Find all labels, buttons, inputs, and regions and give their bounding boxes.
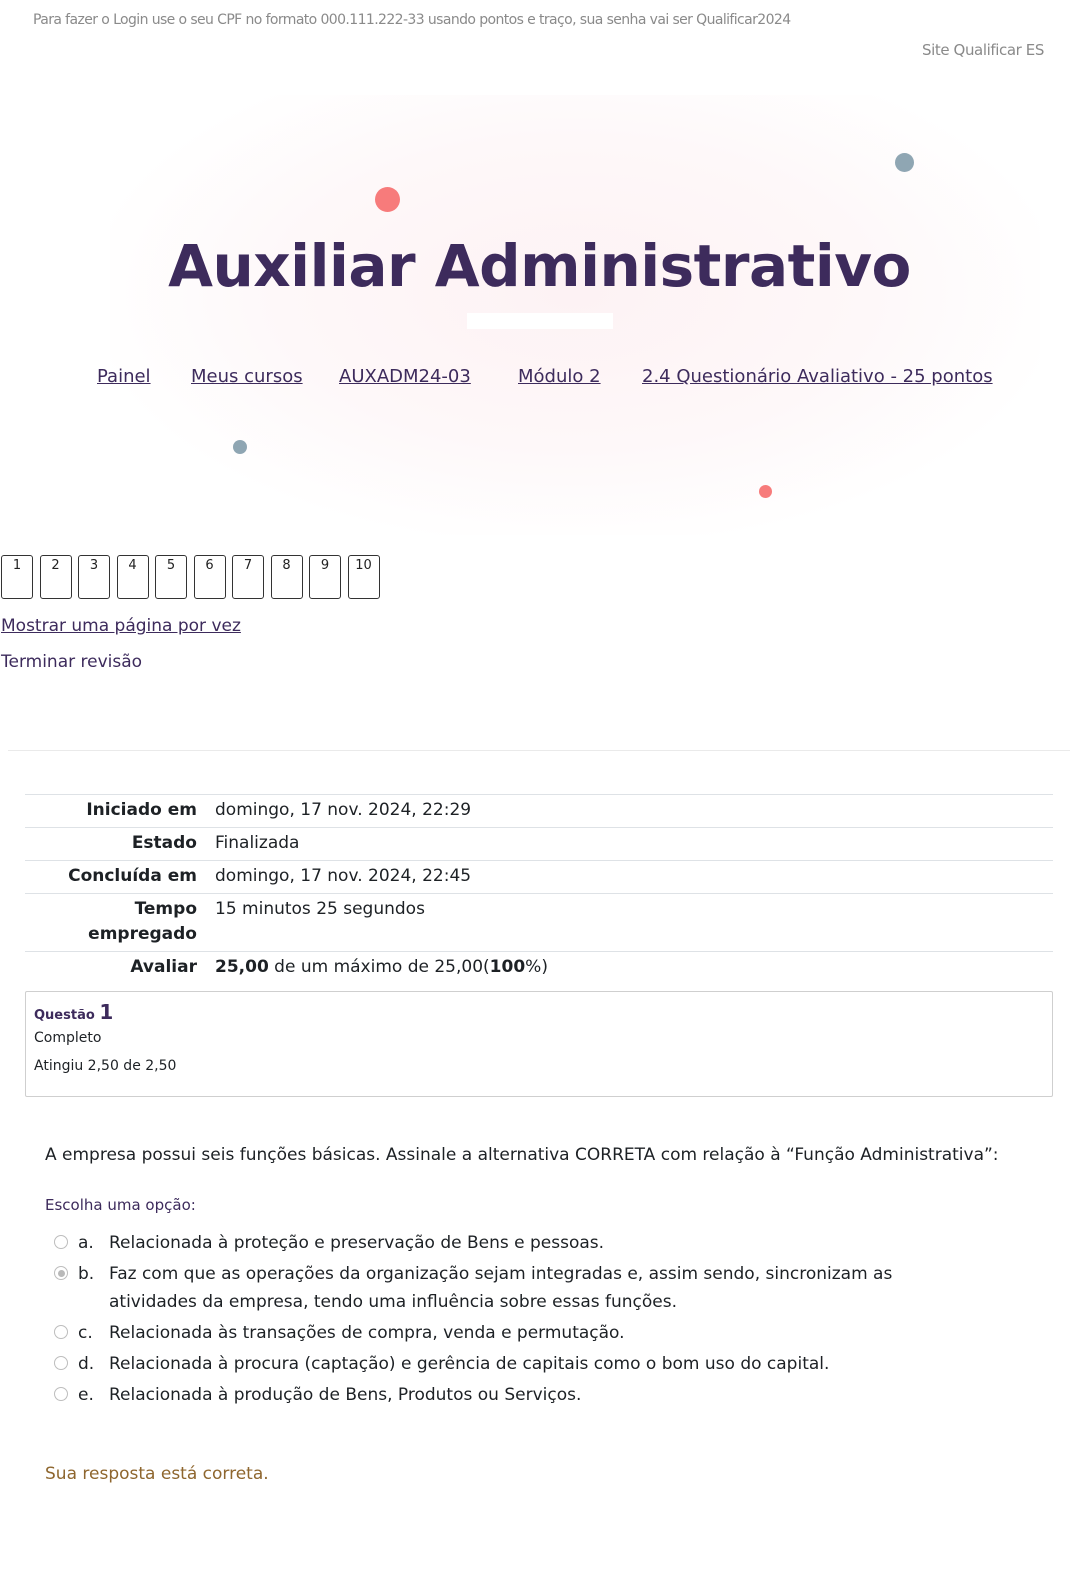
- quiz-nav-button[interactable]: 2: [40, 555, 72, 599]
- question-state: Completo: [34, 1030, 102, 1046]
- feedback-text: Sua resposta está correta.: [45, 1464, 269, 1484]
- choose-option-prompt: Escolha uma opção:: [45, 1196, 196, 1214]
- radio-button[interactable]: [54, 1325, 68, 1339]
- quiz-navigation: [1, 555, 386, 599]
- answer-option[interactable]: [54, 1260, 974, 1316]
- answer-text: Relacionada à produção de Bens, Produtos ou Serviços.: [109, 1385, 582, 1405]
- site-qualificar-link[interactable]: Site Qualificar ES: [921, 41, 1044, 59]
- question-text: A empresa possui seis funções básicas. Assinale a alternativa CORRETA com relação à “Função Administrativa”:: [45, 1145, 999, 1165]
- grade-percent: 100: [489, 957, 526, 977]
- quiz-nav-button[interactable]: 10: [348, 555, 380, 599]
- summary-row: [25, 952, 1053, 985]
- answer-text: Relacionada à procura (captação) e gerência de capitais como o bom uso do capital.: [109, 1354, 830, 1374]
- summary-row: [25, 861, 1053, 894]
- decorative-dot: [375, 187, 400, 212]
- summary-label: Avaliar: [25, 952, 197, 985]
- answer-text: Relacionada às transações de compra, venda e permutação.: [109, 1323, 625, 1343]
- question-grade: Atingiu 2,50 de 2,50: [34, 1058, 177, 1074]
- divider: [8, 750, 1070, 751]
- grade-end: %): [525, 957, 548, 977]
- answer-letter: c.: [78, 1323, 93, 1343]
- summary-row: [25, 795, 1053, 828]
- question-info: [25, 991, 1053, 1097]
- grade-max: de um máximo de 25,00(: [268, 957, 490, 977]
- time-label-line2: empregado: [88, 924, 197, 944]
- summary-value: domingo, 17 nov. 2024, 22:29: [197, 795, 1053, 828]
- answer-option[interactable]: [54, 1229, 974, 1257]
- decorative-dot: [233, 440, 247, 454]
- finish-review-link[interactable]: Terminar revisão: [1, 652, 143, 672]
- breadcrumb-course[interactable]: AUXADM24-03: [339, 366, 471, 387]
- summary-label: Iniciado em: [25, 795, 197, 828]
- answer-option[interactable]: [54, 1319, 974, 1347]
- quiz-nav-button[interactable]: 6: [194, 555, 226, 599]
- summary-row: [25, 894, 1053, 952]
- radio-button[interactable]: [54, 1356, 68, 1370]
- answer-letter: d.: [78, 1354, 95, 1374]
- quiz-nav-button[interactable]: 9: [309, 555, 341, 599]
- time-label-line1: Tempo: [134, 899, 197, 919]
- quiz-nav-button[interactable]: 3: [78, 555, 110, 599]
- summary-value: domingo, 17 nov. 2024, 22:45: [197, 861, 1053, 894]
- quiz-nav-button[interactable]: 5: [155, 555, 187, 599]
- quiz-nav-button[interactable]: 4: [117, 555, 149, 599]
- answer-option[interactable]: [54, 1381, 974, 1409]
- question-num: 1: [99, 1000, 114, 1024]
- decorative-dot: [895, 153, 914, 172]
- radio-button[interactable]: [54, 1387, 68, 1401]
- question-label: Questão: [34, 1008, 95, 1023]
- answer-text: Faz com que as operações da organização sejam integradas e, assim sendo, sincronizam as atividades da empresa, tendo uma influência sobre essas funções.: [109, 1264, 893, 1312]
- breadcrumb: [0, 366, 1079, 392]
- question-number: [34, 1000, 1052, 1024]
- radio-button-selected[interactable]: [54, 1266, 68, 1280]
- summary-label: [25, 894, 197, 952]
- summary-value: 15 minutos 25 segundos: [197, 894, 1053, 952]
- answer-letter: e.: [78, 1385, 94, 1405]
- grade-value: [197, 952, 1053, 985]
- attempt-summary: [25, 794, 1053, 984]
- radio-button[interactable]: [54, 1235, 68, 1249]
- answer-option[interactable]: [54, 1350, 974, 1378]
- breadcrumb-painel[interactable]: Painel: [97, 366, 151, 387]
- title-underline: [467, 313, 613, 329]
- answer-letter: a.: [78, 1233, 94, 1253]
- summary-value: Finalizada: [197, 828, 1053, 861]
- decorative-dot: [759, 485, 772, 498]
- show-one-page-link[interactable]: Mostrar uma página por vez: [1, 616, 241, 636]
- summary-row: [25, 828, 1053, 861]
- summary-label: Concluída em: [25, 861, 197, 894]
- quiz-nav-button[interactable]: 7: [232, 555, 264, 599]
- answer-letter: b.: [78, 1264, 95, 1284]
- quiz-nav-button[interactable]: 1: [1, 555, 33, 599]
- page-title: Auxiliar Administrativo: [168, 232, 911, 300]
- summary-label: Estado: [25, 828, 197, 861]
- breadcrumb-meus-cursos[interactable]: Meus cursos: [191, 366, 303, 387]
- answer-options: [54, 1229, 974, 1412]
- login-notice: Para fazer o Login use o seu CPF no formato 000.111.222-33 usando pontos e traço, sua senha vai ser Qualificar2024: [33, 12, 791, 28]
- breadcrumb-module[interactable]: Módulo 2: [518, 366, 601, 387]
- breadcrumb-quiz[interactable]: 2.4 Questionário Avaliativo - 25 pontos: [642, 366, 993, 387]
- grade-score: 25,00: [215, 957, 269, 977]
- quiz-nav-button[interactable]: 8: [271, 555, 303, 599]
- answer-text: Relacionada à proteção e preservação de Bens e pessoas.: [109, 1233, 605, 1253]
